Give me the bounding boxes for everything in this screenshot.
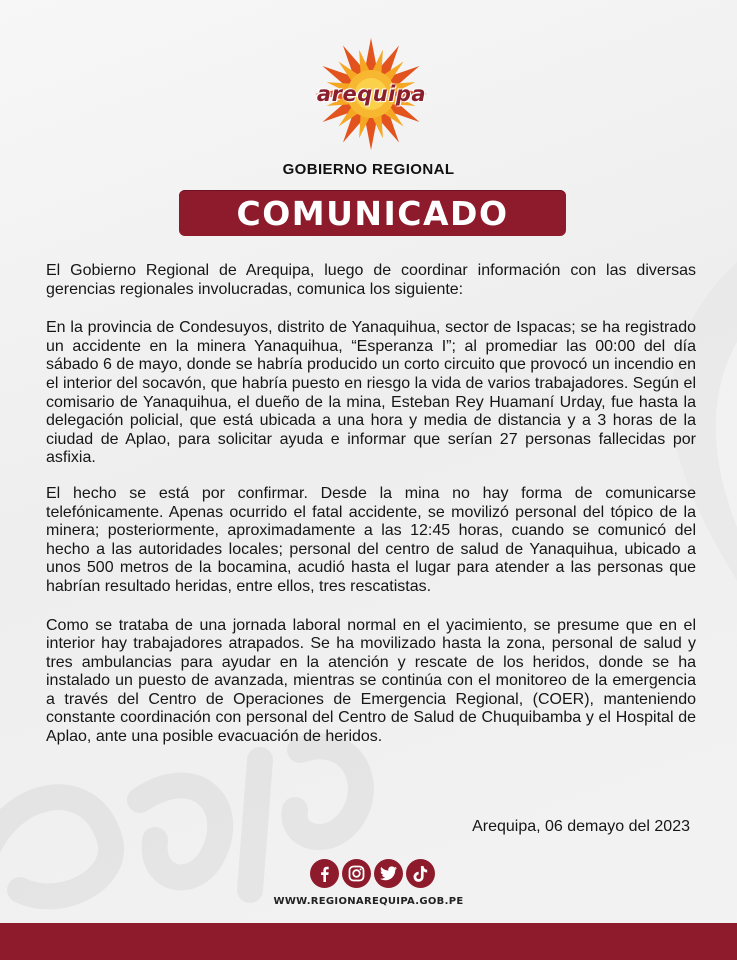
footer-bar [0,923,737,960]
government-title: GOBIERNO REGIONAL [282,161,455,178]
facebook-icon[interactable] [310,859,339,888]
paragraph-confirmation: El hecho se está por confirmar. Desde la mina no hay forma de comunicarse telefónicamente. Apenas ocurrido el fatal accidente, se movilizó personal del tópico de la minera; posteriormente, aproximadamente a las 12:45 horas, cuando se comunicó del hecho a las autoridades locales; personal del centro de salud de Yanaquihua, ubicado a unos 500 metros de la bocamina, acudió hasta el lugar para atender a las personas que habrían resultado heridas, entre ellos, tres rescatistas. [46,484,696,595]
paragraph-rescue: Como se trataba de una jornada laboral normal en el yacimiento, se presume que en el interior hay trabajadores atrapados. Se ha movilizado hasta la zona, personal de salud y tres ambulancias para ayudar en la atención y rescate de los heridos, donde se ha instalado un puesto de avanzada, mientras se continúa con el monitoreo de la emergencia a través del Centro de Operaciones de Emergencia Regional, (COER), manteniendo constante coordinación con personal del Centro de Salud de Chuquibamba y el Hospital de Aplao, ante una posible evacuación de heridos. [46,616,696,746]
logo-text: arequipa [316,82,427,106]
communique-body [46,262,696,767]
paragraph-accident: En la provincia de Condesuyos, distrito de Yanaquihua, sector de Ispacas; se ha registrado un accidente en la minera Yanaquihua, “Esperanza I”; al promediar las 00:00 del día sábado 6 de mayo, donde se habría producido un corto circuito que provocó un incendio en el interior del socavón, que habría puesto en riesgo la vida de varios trabajadores. Según el comisario de Yanaquihua, el dueño de la mina, Esteban Rey Huamaní Urday, fue hasta la delegación policial, que está ubicada a una hora y media de distancia y a 3 horas de la ciudad de Aplao, para solicitar ayuda e informar que serían 27 personas fallecidas por asfixia. [46,319,696,467]
instagram-icon[interactable] [342,859,371,888]
banner-title: COMUNICADO [236,193,509,233]
date-line: Arequipa, 06 demayo del 2023 [472,818,690,835]
paragraph-intro: El Gobierno Regional de Arequipa, luego de coordinar información con las diversas gerencias regionales involucradas, comunica los siguiente: [46,262,696,298]
tiktok-icon[interactable] [406,859,435,888]
title-banner [179,190,566,236]
arequipa-logo [309,38,434,156]
social-icons [310,859,435,888]
twitter-icon[interactable] [374,859,403,888]
website-url[interactable]: WWW.REGIONAREQUIPA.GOB.PE [273,896,464,907]
